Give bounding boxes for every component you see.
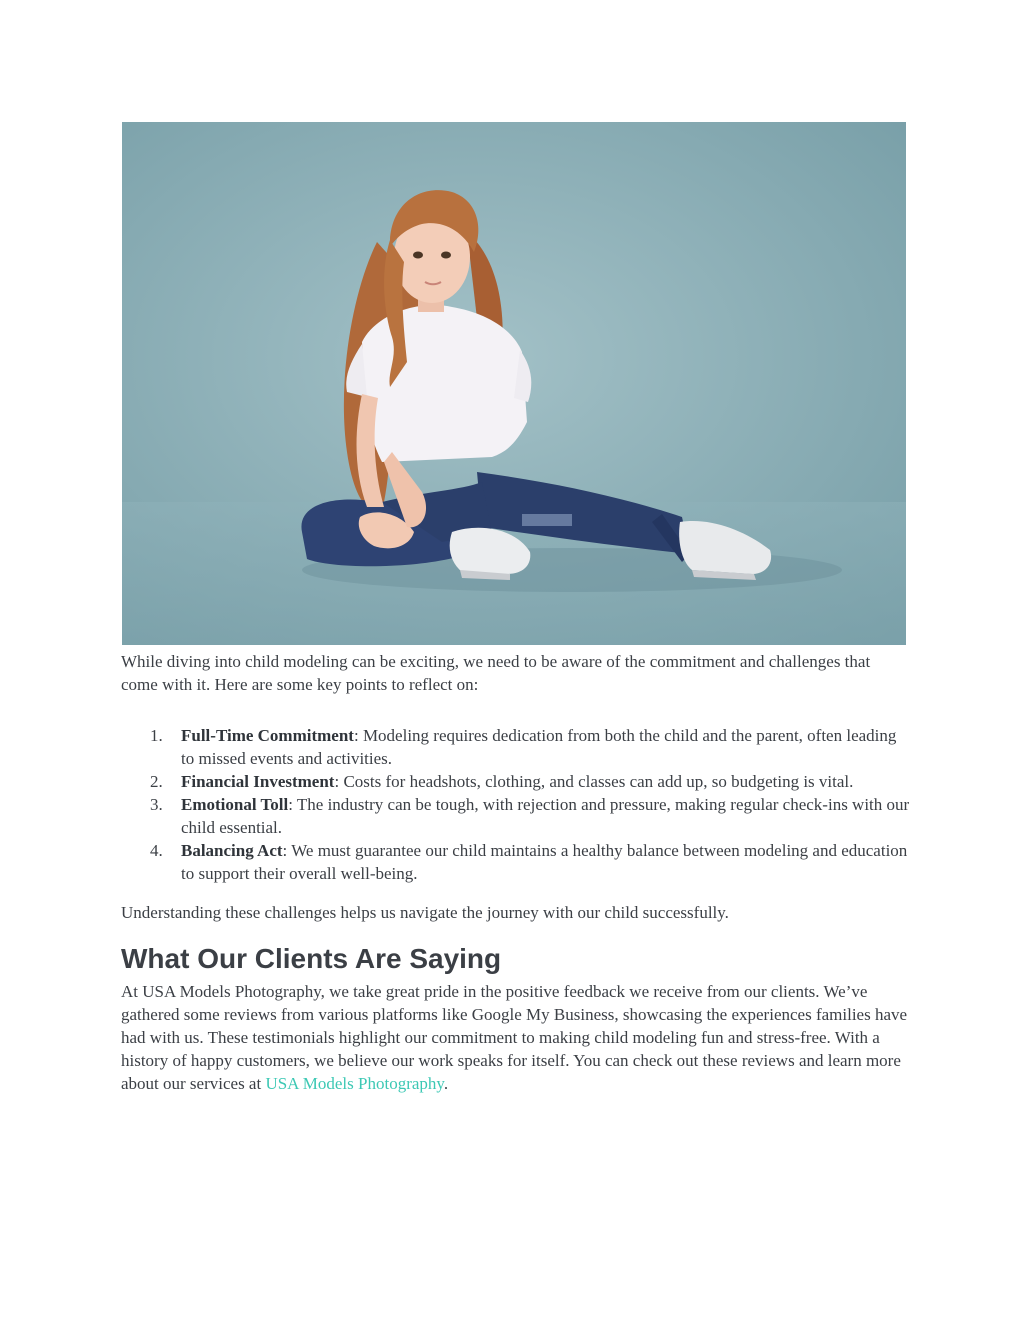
clients-text: At USA Models Photography, we take great pride in the positive feedback we receive from our clients. We’ve gathered some reviews from various platforms like Google My Business, showcasing the experiences families have had with us. These testimonials highlight our commitment to making child modeling fun and stress-free. With a history of happy customers, we believe our work speaks for itself. You can check out these reviews and learn more about our services at: [121, 982, 908, 1093]
hero-photo: [122, 122, 906, 645]
list-item: [150, 724, 911, 770]
challenges-list: [121, 724, 911, 885]
list-item-text: : The industry can be tough, with rejection and pressure, making regular check-ins with our child essential.: [181, 795, 910, 837]
list-number: 1.: [150, 726, 163, 745]
child-model-illustration: [122, 122, 906, 645]
list-item-text: : Modeling requires dedication from both the child and the parent, often leading to missed events and activities.: [181, 726, 897, 768]
list-number: 2.: [150, 772, 163, 791]
article-body: [121, 650, 911, 1095]
section-heading: What Our Clients Are Saying: [121, 943, 502, 974]
list-item-title: Emotional Toll: [181, 795, 289, 814]
list-item: [150, 770, 911, 793]
list-item-title: Balancing Act: [181, 841, 283, 860]
clients-end: .: [443, 1074, 449, 1093]
list-item-title: Full-Time Commitment: [181, 726, 354, 745]
list-item: [150, 793, 911, 839]
list-item-text: : Costs for headshots, clothing, and classes can add up, so budgeting is vital.: [334, 772, 854, 791]
list-number: 4.: [150, 841, 163, 860]
list-item-text: : We must guarantee our child maintains a healthy balance between modeling and education to support their overall well-being.: [181, 841, 908, 883]
list-item: [150, 839, 911, 885]
clients-paragraph: [121, 980, 911, 1095]
list-number: 3.: [150, 795, 163, 814]
usa-models-photography-link[interactable]: USA Models Photography: [265, 1074, 444, 1093]
list-item-title: Financial Investment: [181, 772, 335, 791]
intro-paragraph: While diving into child modeling can be exciting, we need to be aware of the commitment and challenges that come with it. Here are some key points to reflect on:: [121, 652, 871, 694]
summary-paragraph: Understanding these challenges helps us navigate the journey with our child successfully.: [121, 903, 729, 922]
